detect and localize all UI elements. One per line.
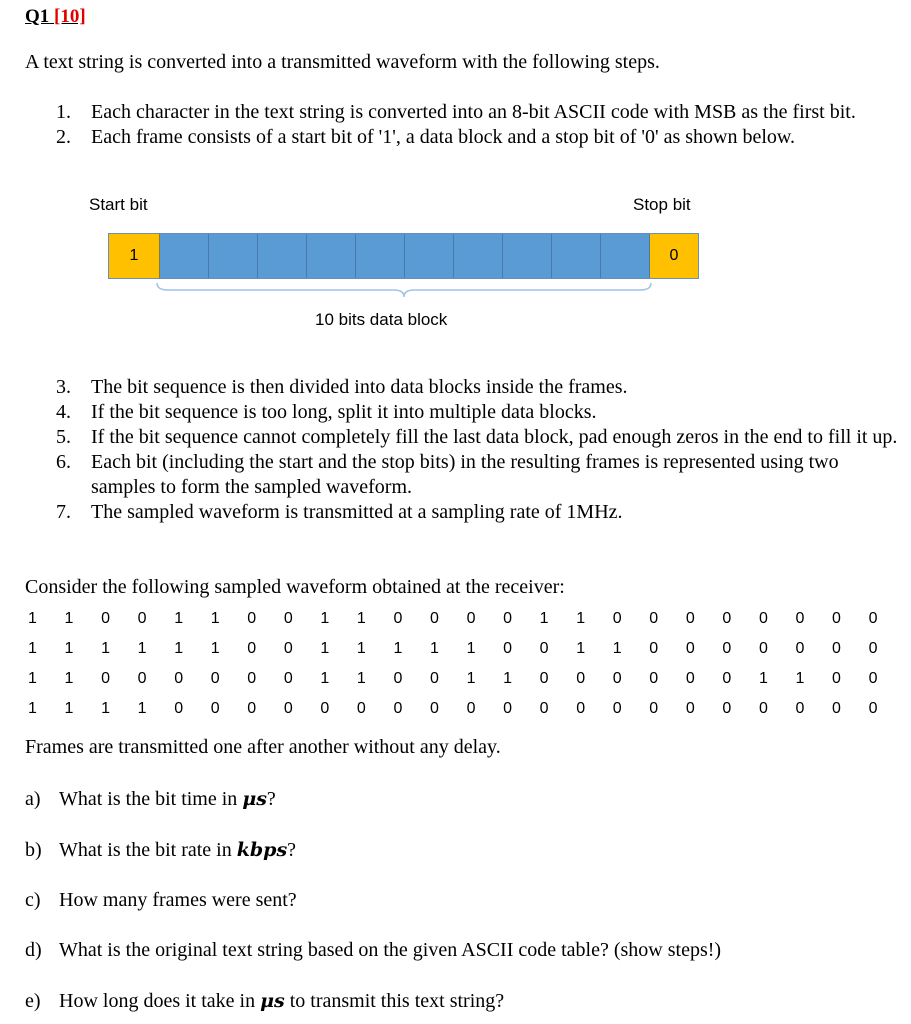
waveform-sample: 0 <box>393 700 403 717</box>
waveform-sample: 1 <box>28 670 37 687</box>
waveform-sample: 1 <box>174 610 184 627</box>
data-bit-cell <box>454 234 503 278</box>
waveform-sample: 1 <box>210 640 220 657</box>
waveform-sample: 0 <box>576 670 586 687</box>
waveform-sample: 0 <box>101 610 110 627</box>
step-number: 4. <box>56 401 71 423</box>
waveform-sample: 0 <box>210 700 220 717</box>
step-text: The sampled waveform is transmitted at a sampling rate of 1MHz. <box>91 501 623 523</box>
waveform-sample: 0 <box>685 610 695 627</box>
stop-bit-cell <box>650 234 698 278</box>
waveform-sample: 1 <box>503 670 513 687</box>
waveform-sample: 0 <box>503 700 513 717</box>
data-bit-cell <box>405 234 454 278</box>
waveform-row <box>28 634 905 664</box>
waveform-sample: 0 <box>247 610 257 627</box>
question-label: d) <box>25 939 42 961</box>
waveform-sample: 0 <box>466 700 476 717</box>
waveform-sample: 1 <box>576 610 586 627</box>
waveform-sample: 0 <box>685 640 695 657</box>
question-label: c) <box>25 889 41 911</box>
data-bit-cell <box>356 234 405 278</box>
waveform-sample: 0 <box>466 610 476 627</box>
waveform-sample: 0 <box>393 670 403 687</box>
data-bit-cell <box>307 234 356 278</box>
frames-note: Frames are transmitted one after another without any delay. <box>25 736 501 758</box>
waveform-sample: 0 <box>247 670 257 687</box>
waveform-sample: 0 <box>137 610 147 627</box>
question-unit: μs <box>242 788 267 810</box>
waveform-sample: 0 <box>393 610 403 627</box>
step-text: If the bit sequence cannot completely fill the last data block, pad enough zeros in the end to fill it up. <box>91 426 898 448</box>
waveform-sample: 0 <box>430 670 439 687</box>
waveform-sample: 0 <box>210 670 220 687</box>
waveform-sample: 1 <box>356 670 366 687</box>
step-number: 5. <box>56 426 71 448</box>
waveform-sample: 0 <box>868 640 878 657</box>
data-bit-cell <box>160 234 209 278</box>
question-text: How many frames were sent? <box>59 889 297 911</box>
question-text-end: ? <box>266 788 276 810</box>
step-number: 7. <box>56 501 71 523</box>
stop-bit-label: Stop bit <box>633 195 691 214</box>
waveform-sample: 1 <box>795 670 805 687</box>
waveform-sample: 0 <box>539 670 549 687</box>
question-unit: μs <box>260 990 285 1012</box>
question-b <box>25 839 296 862</box>
waveform-sample: 1 <box>137 700 147 717</box>
stop-bit-value: 0 <box>669 247 679 264</box>
waveform-sample: 1 <box>430 640 439 657</box>
step-text: If the bit sequence is too long, split it into multiple data blocks. <box>91 401 597 423</box>
waveform-sample: 0 <box>758 610 768 627</box>
waveform-sample: 0 <box>649 640 659 657</box>
question-label: a) <box>25 788 41 810</box>
waveform-sample: 0 <box>174 670 184 687</box>
step-text: Each frame consists of a start bit of '1', a data block and a stop bit of '0' as shown below. <box>91 126 796 148</box>
waveform-sample: 1 <box>320 640 330 657</box>
waveform-sample: 1 <box>28 610 37 627</box>
step-item <box>56 400 901 425</box>
step-text: The bit sequence is then divided into data blocks inside the frames. <box>91 376 628 398</box>
sampled-waveform-grid <box>28 604 905 724</box>
data-bit-cell <box>552 234 601 278</box>
waveform-sample: 1 <box>612 640 622 657</box>
data-block-label: 10 bits data block <box>315 310 448 329</box>
waveform-sample: 0 <box>283 700 293 717</box>
waveform-sample: 1 <box>137 640 147 657</box>
waveform-sample: 0 <box>283 610 293 627</box>
data-block-cells <box>160 234 650 278</box>
waveform-row <box>28 604 905 634</box>
data-block-brace <box>156 282 652 298</box>
waveform-sample: 0 <box>722 700 732 717</box>
question-text: What is the original text string based on the given ASCII code table? (show steps!) <box>59 939 722 961</box>
data-bit-cell <box>601 234 650 278</box>
waveform-sample: 0 <box>612 670 622 687</box>
step-number: 1. <box>56 101 71 123</box>
question-marks: [10] <box>54 6 86 27</box>
waveform-sample: 0 <box>832 700 841 717</box>
data-bit-cell <box>503 234 552 278</box>
question-a <box>25 788 276 811</box>
intro-text: A text string is converted into a transmitted waveform with the following steps. <box>25 51 660 73</box>
waveform-sample: 0 <box>356 700 366 717</box>
question-number: Q1 <box>25 6 50 27</box>
waveform-sample: 0 <box>868 670 878 687</box>
waveform-sample: 1 <box>320 670 330 687</box>
waveform-sample: 0 <box>832 640 841 657</box>
waveform-sample: 1 <box>64 670 74 687</box>
start-bit-label: Start bit <box>89 195 148 214</box>
waveform-sample: 1 <box>356 640 366 657</box>
waveform-sample: 0 <box>649 700 659 717</box>
question-title <box>25 6 86 28</box>
question-d <box>25 939 721 962</box>
steps-list-bottom <box>56 375 901 525</box>
step-item <box>56 375 901 400</box>
question-text: What is the bit time in <box>59 788 243 810</box>
waveform-sample: 0 <box>722 610 732 627</box>
question-text-end: to transmit this text string? <box>284 990 505 1012</box>
waveform-sample: 0 <box>722 670 732 687</box>
step-text: Each character in the text string is converted into an 8-bit ASCII code with MSB as the first bit. <box>91 101 856 123</box>
waveform-sample: 0 <box>539 640 549 657</box>
waveform-sample: 1 <box>28 640 37 657</box>
step-number: 3. <box>56 376 71 398</box>
waveform-sample: 0 <box>868 700 878 717</box>
waveform-sample: 0 <box>101 670 110 687</box>
step-text: Each bit (including the start and the stop bits) in the resulting frames is represented using two samples to form the sampled waveform. <box>91 451 839 498</box>
waveform-sample: 0 <box>612 700 622 717</box>
waveform-sample: 0 <box>758 700 768 717</box>
waveform-sample: 1 <box>758 670 768 687</box>
waveform-sample: 0 <box>649 670 659 687</box>
waveform-sample: 0 <box>320 700 330 717</box>
waveform-sample: 1 <box>466 670 476 687</box>
data-bit-cell <box>209 234 258 278</box>
step-number: 2. <box>56 126 71 148</box>
waveform-sample: 0 <box>649 610 659 627</box>
question-text: What is the bit rate in <box>59 839 237 861</box>
waveform-sample: 0 <box>503 640 513 657</box>
waveform-sample: 1 <box>64 610 74 627</box>
waveform-sample: 0 <box>795 700 805 717</box>
frame-diagram <box>108 233 699 279</box>
waveform-sample: 0 <box>795 610 805 627</box>
question-label: b) <box>25 839 42 861</box>
waveform-sample: 1 <box>356 610 366 627</box>
waveform-sample: 0 <box>722 640 732 657</box>
waveform-sample: 0 <box>832 610 841 627</box>
waveform-sample: 1 <box>466 640 476 657</box>
waveform-sample: 0 <box>685 700 695 717</box>
waveform-sample: 0 <box>612 610 622 627</box>
step-item <box>56 450 901 500</box>
waveform-row <box>28 694 905 724</box>
waveform-sample: 1 <box>64 700 74 717</box>
waveform-sample: 0 <box>539 700 549 717</box>
question-text-end: ? <box>287 839 297 861</box>
waveform-sample: 1 <box>101 640 110 657</box>
waveform-sample: 1 <box>539 610 549 627</box>
waveform-sample: 0 <box>283 670 293 687</box>
question-c <box>25 889 297 912</box>
waveform-sample: 0 <box>430 700 439 717</box>
waveform-sample: 0 <box>174 700 184 717</box>
waveform-sample: 1 <box>64 640 74 657</box>
start-bit-value: 1 <box>129 247 139 264</box>
steps-list-top <box>56 100 901 150</box>
waveform-sample: 0 <box>795 640 805 657</box>
step-number: 6. <box>56 451 71 473</box>
waveform-sample: 0 <box>576 700 586 717</box>
step-item <box>56 500 901 525</box>
step-item <box>56 100 901 125</box>
waveform-sample: 0 <box>758 640 768 657</box>
data-bit-cell <box>258 234 307 278</box>
question-unit: kbps <box>236 839 288 861</box>
waveform-sample: 1 <box>174 640 184 657</box>
waveform-sample: 0 <box>137 670 147 687</box>
waveform-sample: 0 <box>685 670 695 687</box>
start-bit-cell <box>109 234 160 278</box>
question-label: e) <box>25 990 41 1012</box>
question-text: How long does it take in <box>59 990 261 1012</box>
consider-text: Consider the following sampled waveform obtained at the receiver: <box>25 576 565 598</box>
question-e <box>25 990 504 1013</box>
step-item <box>56 125 901 150</box>
waveform-sample: 1 <box>393 640 403 657</box>
waveform-row <box>28 664 905 694</box>
waveform-sample: 1 <box>101 700 110 717</box>
waveform-sample: 0 <box>247 700 257 717</box>
waveform-sample: 0 <box>832 670 841 687</box>
waveform-sample: 1 <box>320 610 330 627</box>
waveform-sample: 0 <box>503 610 513 627</box>
waveform-sample: 0 <box>430 610 439 627</box>
waveform-sample: 0 <box>283 640 293 657</box>
waveform-sample: 0 <box>247 640 257 657</box>
waveform-sample: 1 <box>210 610 220 627</box>
waveform-sample: 1 <box>576 640 586 657</box>
step-item <box>56 425 901 450</box>
waveform-sample: 0 <box>868 610 878 627</box>
waveform-sample: 1 <box>28 700 37 717</box>
